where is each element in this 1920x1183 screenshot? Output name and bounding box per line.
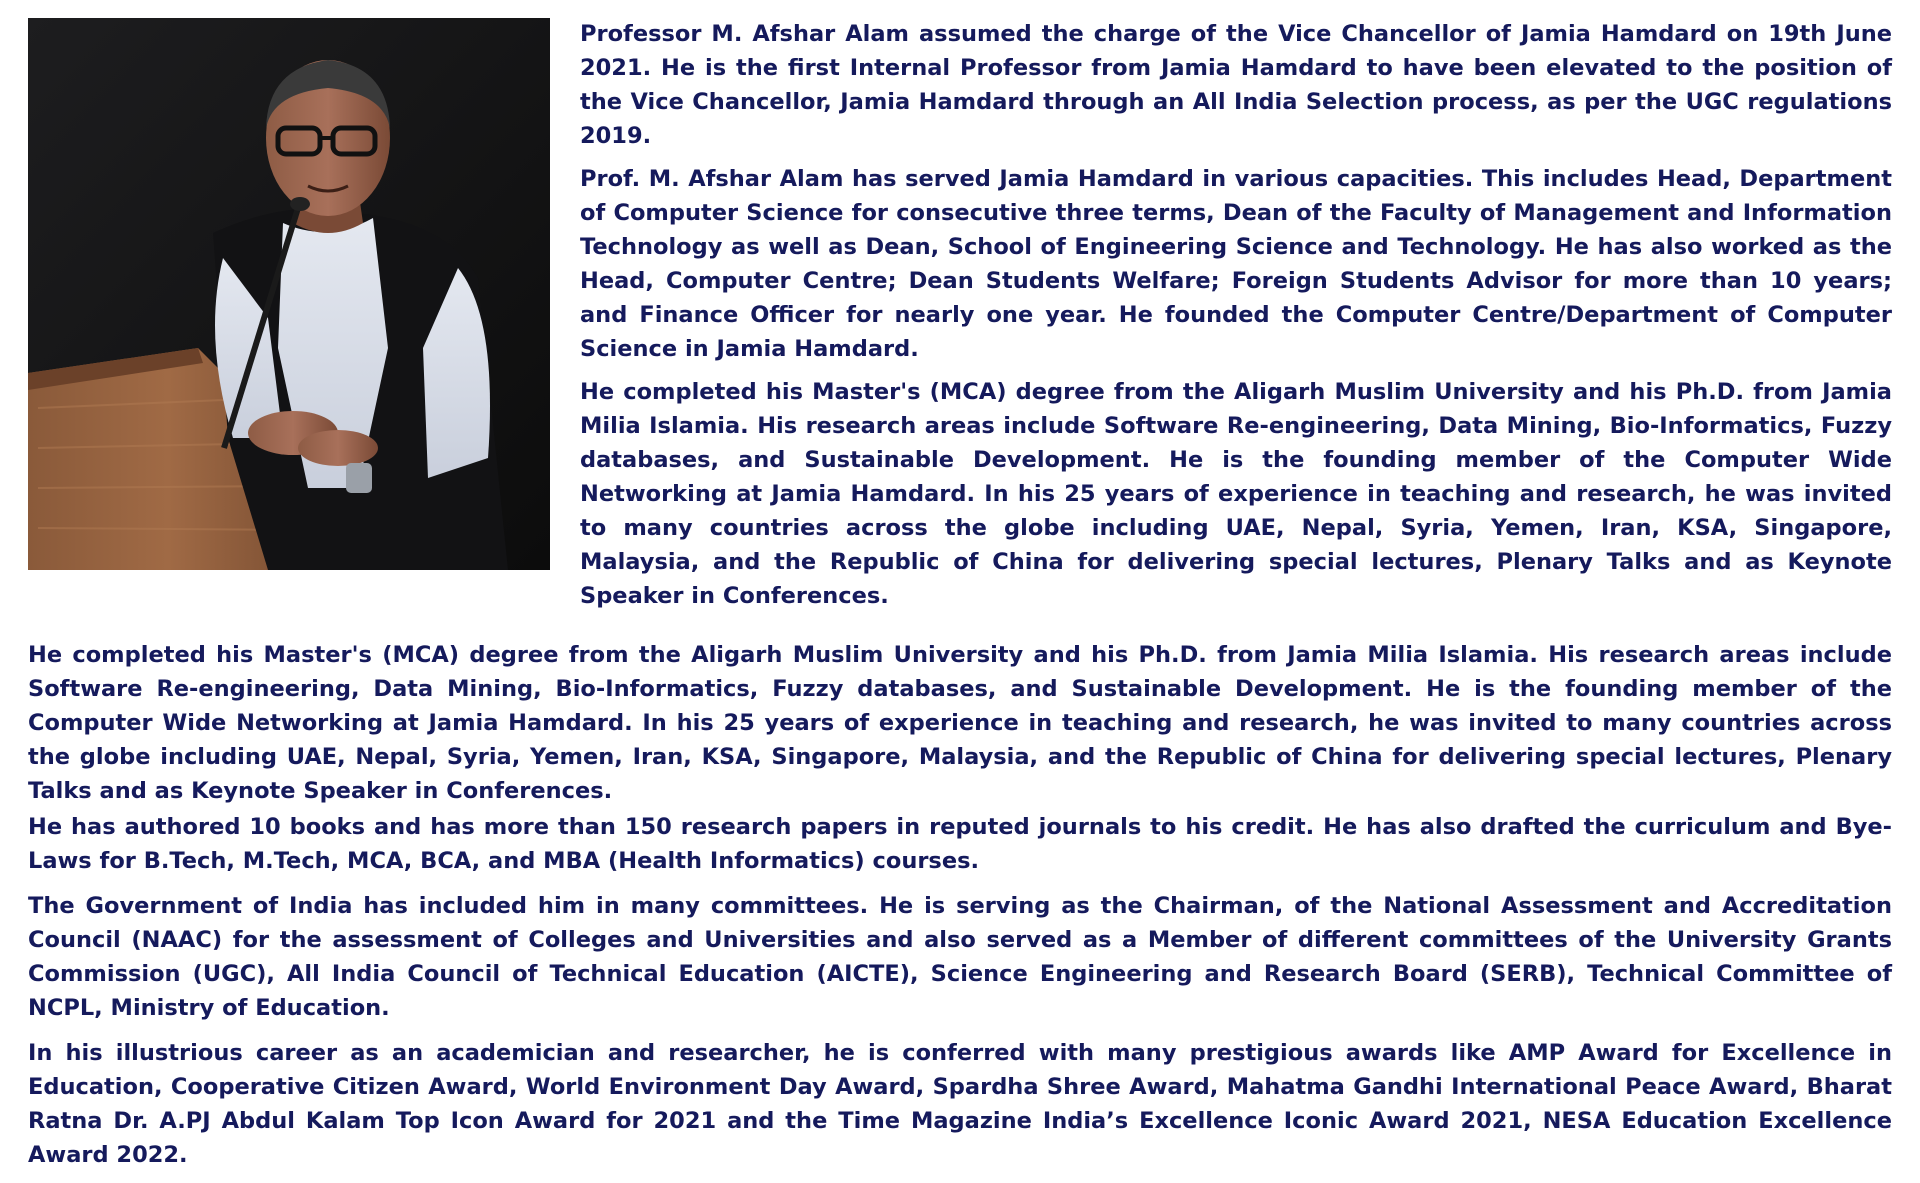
bio-paragraph: He completed his Master's (MCA) degree from the Aligarh Muslim University and his Ph.D. from Jamia Milia Islamia. His research areas include Software Re-engineering, Data Mining, Bio-Informatics, Fuzzy databases, and Sustainable Development. He is the founding member of the Computer Wide Networking at Jamia Hamdard. In his 25 years of experience in teaching and research, he was invited to many countries across the globe including UAE, Nepal, Syria, Yemen, Iran, KSA, Singapore, Malaysia, and the Republic of China for delivering special lectures, Plenary Talks and as Keynote Speaker in Conferences. xyxy=(580,379,1892,609)
speaker-photo xyxy=(28,18,550,570)
bio-page xyxy=(28,18,1892,1183)
bio-paragraph: Professor M. Afshar Alam assumed the charge of the Vice Chancellor of Jamia Hamdard on 19th June 2021. He is the first Internal Professor from Jamia Hamdard to have been elevated to the position of the Vice Chancellor, Jamia Hamdard through an All India Selection process, as per the UGC regulations 2019. xyxy=(580,21,1892,149)
portrait-speaker-at-podium-image xyxy=(28,18,550,570)
full-width-text xyxy=(28,638,1892,1172)
bio-paragraph: In his illustrious career as an academician and researcher, he is conferred with many prestigious awards like AMP Award for Excellence in Education, Cooperative Citizen Award, World Environment Day Award, Spardha Shree Award, Mahatma Gandhi International Peace Award, Bharat Ratna Dr. A.PJ Abdul Kalam Top Icon Award for 2021 and the Time Magazine India’s Excellence Iconic Award 2021, NESA Education Excellence Award 2022. xyxy=(28,1040,1892,1168)
intro-text-column xyxy=(580,18,1892,622)
bio-paragraph: He has authored 10 books and has more than 150 research papers in reputed journals to his credit. He has also drafted the curriculum and Bye-Laws for B.Tech, M.Tech, MCA, BCA, and MBA (Health Informatics) courses. xyxy=(28,814,1892,874)
bio-paragraph: The Government of India has included him in many committees. He is serving as the Chairman, of the National Assessment and Accreditation Council (NAAC) for the assessment of Colleges and Universities and also served as a Member of different committees of the University Grants Commission (UGC), All India Council of Technical Education (AICTE), Science Engineering and Research Board (SERB), Technical Committee of NCPL, Ministry of Education. xyxy=(28,893,1892,1021)
bio-paragraph: Prof. M. Afshar Alam has served Jamia Hamdard in various capacities. This includes Head, Department of Computer Science for consecutive three terms, Dean of the Faculty of Management and Information Technology as well as Dean, School of Engineering Science and Technology. He has also worked as the Head, Computer Centre; Dean Students Welfare; Foreign Students Advisor for more than 10 years; and Finance Officer for nearly one year. He founded the Computer Centre/Department of Computer Science in Jamia Hamdard. xyxy=(580,166,1892,362)
top-section xyxy=(28,18,1892,622)
bio-paragraph: He completed his Master's (MCA) degree from the Aligarh Muslim University and his Ph.D. from Jamia Milia Islamia. His research areas include Software Re-engineering, Data Mining, Bio-Informatics, Fuzzy databases, and Sustainable Development. He is the founding member of the Computer Wide Networking at Jamia Hamdard. In his 25 years of experience in teaching and research, he was invited to many countries across the globe including UAE, Nepal, Syria, Yemen, Iran, KSA, Singapore, Malaysia, and the Republic of China for delivering special lectures, Plenary Talks and as Keynote Speaker in Conferences. xyxy=(28,642,1892,804)
